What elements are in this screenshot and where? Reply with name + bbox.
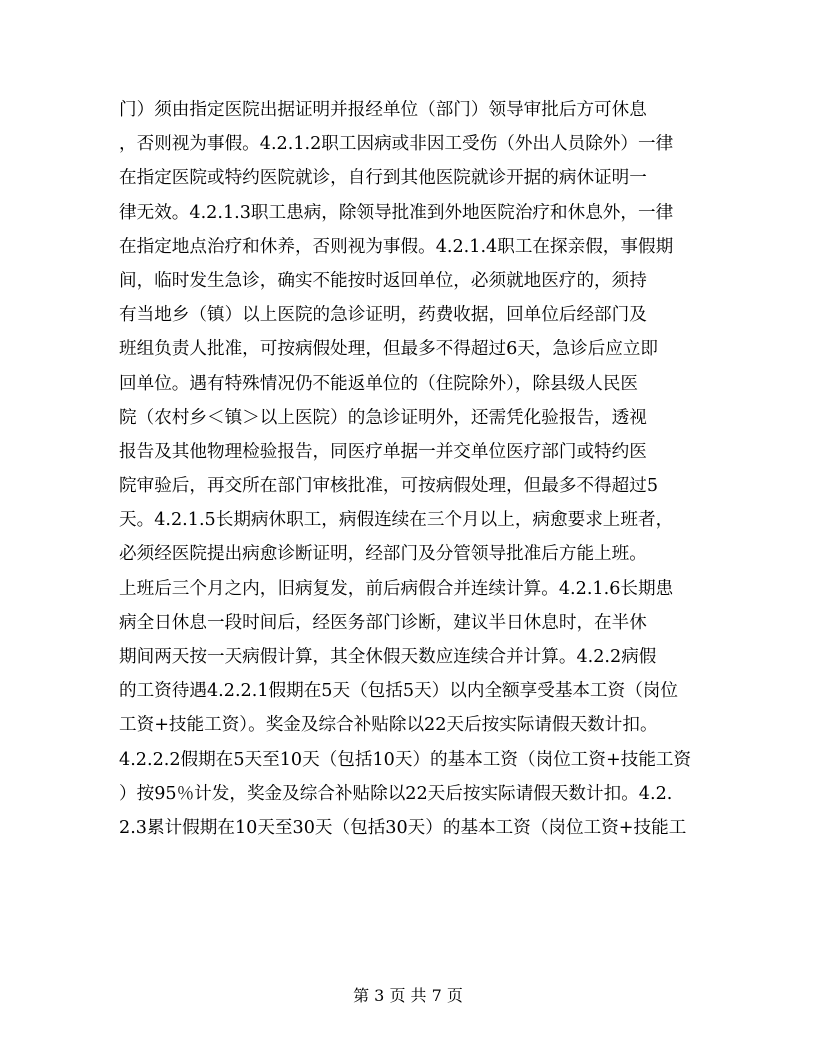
text-line: 天。4.2.1.5长期病休职工，病假连续在三个月以上，病愈要求上班者， [119, 510, 674, 531]
text-line: 期间两天按一天病假计算，其全休假天数应连续合并计算。4.2.2病假 [119, 647, 657, 667]
page-footer [0, 984, 816, 1008]
body-text [119, 93, 699, 845]
text-line: 律无效。4.2.1.3职工患病，除领导批准到外地医院治疗和休息外，一律 [119, 202, 674, 223]
text-line: 回单位。遇有特殊情况仍不能返单位的（住院除外），除县级人民医 [119, 373, 639, 394]
text-line: ）按95％计发，奖金及综合补贴除以22天后按实际请假天数计扣。4.2. [119, 783, 673, 804]
text-line: 班组负责人批准，可按病假处理，但最多不得超过6天，急诊后应立即 [119, 339, 659, 360]
text-line: 有当地乡（镇）以上医院的急诊证明，药费收据，回单位后经部门及 [119, 305, 647, 326]
text-line: ，否则视为事假。4.2.1.2职工因病或非因工受伤（外出人员除外）一律 [119, 134, 674, 155]
text-line: 病全日休息一段时间后，经医务部门诊断，建议半日休息时，在半休 [119, 612, 647, 633]
text-line: 的工资待遇4.2.2.1假期在5天（包括5天）以内全额享受基本工资（岗位 [119, 681, 678, 702]
text-line: 在指定医院或特约医院就诊，自行到其他医院就诊开据的病休证明一 [119, 168, 647, 189]
text-line: 工资+技能工资）。奖金及综合补贴除以22天后按实际请假天数计扣。 [119, 715, 658, 736]
text-line: 院审验后，再交所在部门审核批准，可按病假处理，但最多不得超过5 [119, 476, 659, 497]
page-number-label: 第 3 页 共 7 页 [353, 986, 463, 1005]
text-line: 2.3累计假期在10天至30天（包括30天）的基本工资（岗位工资+技能工 [119, 817, 687, 838]
text-line: 上班后三个月之内，旧病复发，前后病假合并连续计算。4.2.1.6长期患 [119, 578, 674, 599]
text-line: 报告及其他物理检验报告，同医疗单据一并交单位医疗部门或特约医 [119, 441, 647, 462]
text-line: 间，临时发生急诊，确实不能按时返回单位，必须就地医疗的，须持 [119, 270, 647, 291]
text-line: 院（农村乡＜镇＞以上医院）的急诊证明外，还需凭化验报告，透视 [119, 407, 647, 428]
text-line: 在指定地点治疗和休养，否则视为事假。4.2.1.4职工在探亲假，事假期 [119, 236, 674, 257]
text-line: 4.2.2.2假期在5天至10天（包括10天）的基本工资（岗位工资+技能工资 [119, 749, 692, 770]
text-line: 必须经医院提出病愈诊断证明，经部门及分管领导批准后方能上班。 [119, 544, 647, 565]
text-line: 门）须由指定医院出据证明并报经单位（部门）领导审批后方可休息 [119, 100, 647, 120]
